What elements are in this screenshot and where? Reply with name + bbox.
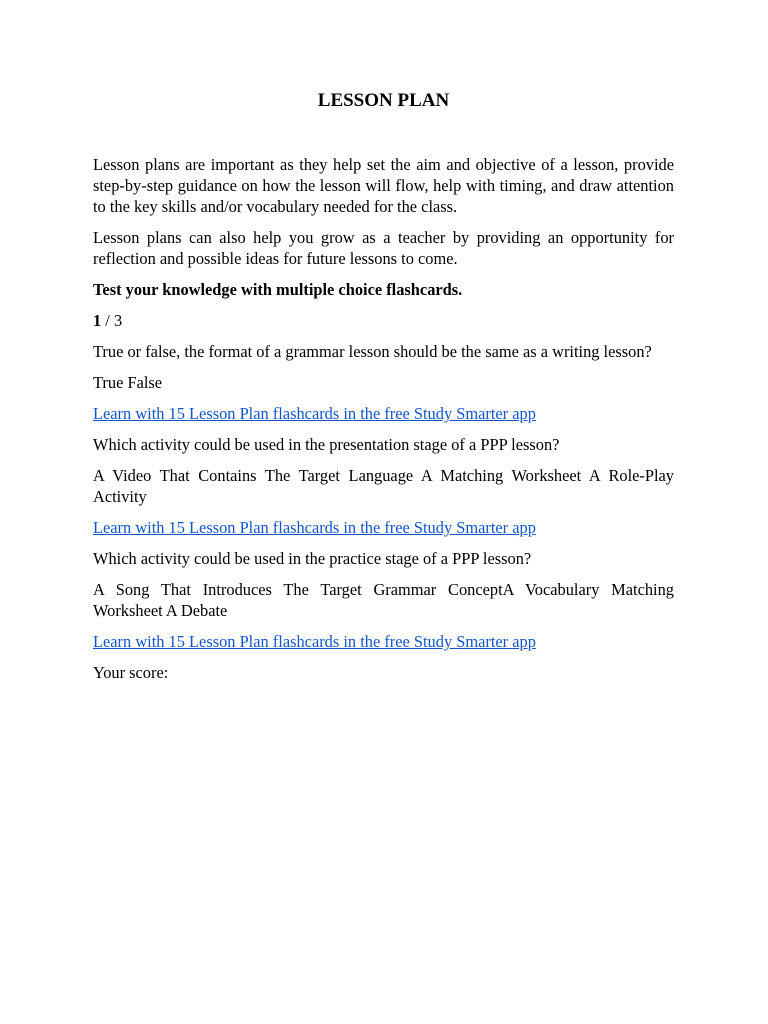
question-2: Which activity could be used in the presentation stage of a PPP lesson?	[93, 435, 560, 454]
question-1: True or false, the format of a grammar lesson should be the same as a writing lesson?	[93, 342, 652, 361]
page-title: LESSON PLAN	[317, 90, 450, 111]
flashcards-link-row-3	[93, 631, 674, 652]
flashcards-link-1[interactable]: Learn with 15 Lesson Plan flashcards in the free Study Smarter app	[93, 404, 536, 423]
answers-3: A Song That Introduces The Target Grammar ConceptA Vocabulary Matching Worksheet A Debate	[93, 580, 674, 620]
quiz-heading: Test your knowledge with multiple choice flashcards.	[93, 280, 463, 299]
document-page	[93, 88, 674, 693]
answers-2: A Video That Contains The Target Language A Matching Worksheet A Role-Play Activity	[93, 466, 674, 506]
quiz-progress	[93, 310, 674, 331]
flashcards-link-row-1	[93, 403, 674, 424]
answers-1: True False	[93, 373, 163, 392]
question-3: Which activity could be used in the practice stage of a PPP lesson?	[93, 549, 532, 568]
flashcards-link-3[interactable]: Learn with 15 Lesson Plan flashcards in the free Study Smarter app	[93, 632, 536, 651]
intro-paragraph-1: Lesson plans are important as they help set the aim and objective of a lesson, provide step-by-step guidance on how the lesson will flow, help with timing, and draw attention to the key skills and/or vocabulary needed for the class.	[93, 155, 674, 216]
flashcards-link-2[interactable]: Learn with 15 Lesson Plan flashcards in the free Study Smarter app	[93, 518, 536, 537]
score-label: Your score:	[93, 663, 169, 682]
progress-total: 3	[113, 311, 123, 330]
intro-paragraph-2: Lesson plans can also help you grow as a teacher by providing an opportunity for reflection and possible ideas for future lessons to come.	[93, 228, 674, 268]
flashcards-link-row-2	[93, 517, 674, 538]
progress-current: 1	[93, 311, 102, 330]
progress-separator: /	[101, 311, 114, 330]
